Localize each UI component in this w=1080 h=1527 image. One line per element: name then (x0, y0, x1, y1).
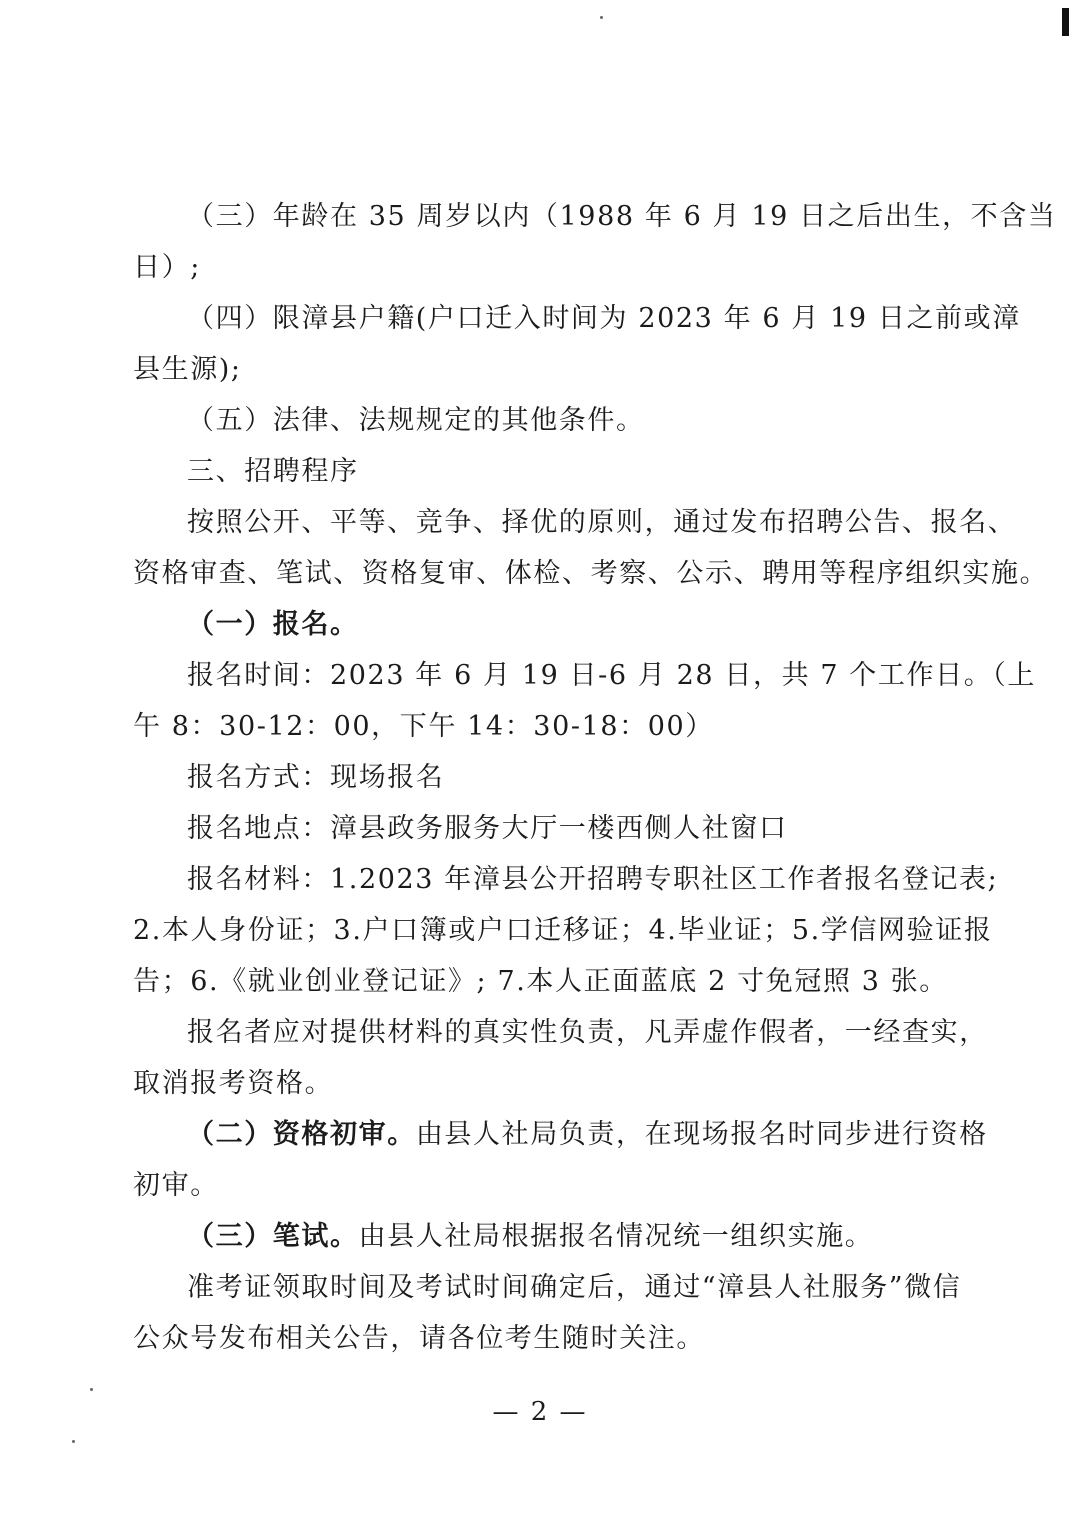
paragraph-line: 公众号发布相关公告，请各位考生随时关注。 (133, 1323, 705, 1354)
scan-speck (600, 16, 603, 19)
paragraph-text: 由县人社局负责，在现场报名时同步进行资格 (415, 1119, 988, 1150)
paragraph-text: 由县人社局根据报名情况统一组织实施。 (358, 1221, 874, 1252)
paragraph-line: 日）; (133, 252, 201, 283)
paragraph-line: 报名地点：漳县政务服务大厅一楼西侧人社窗口 (187, 813, 788, 844)
subheading-registration: （一）报名。 (187, 609, 359, 640)
paragraph-line: 报名者应对提供材料的真实性负责，凡弄虚作假者，一经查实， (187, 1017, 988, 1048)
paragraph-line: 资格审查、笔试、资格复审、体检、考察、公示、聘用等程序组织实施。 (133, 558, 1049, 589)
scan-speck (72, 1440, 75, 1443)
paragraph-line: （三）年龄在 35 周岁以内（1988 年 6 月 19 日之后出生，不含当 (187, 201, 1057, 232)
section-heading: 三、招聘程序 (187, 456, 359, 487)
paragraph-line: 初审。 (133, 1170, 219, 1201)
paragraph-line: 准考证领取时间及考试时间确定后，通过“漳县人社服务”微信 (187, 1272, 962, 1303)
paragraph-line: 告；6.《就业创业登记证》; 7.本人正面蓝底 2 寸免冠照 3 张。 (133, 966, 948, 997)
page-number: — 2 — (492, 1397, 588, 1427)
paragraph-line: （四）限漳县户籍(户口迁入时间为 2023 年 6 月 19 日之前或漳 (187, 303, 1021, 334)
paragraph-line: （五）法律、法规规定的其他条件。 (187, 405, 645, 436)
paragraph-line: 报名材料：1.2023 年漳县公开招聘专职社区工作者报名登记表; (187, 864, 999, 895)
paragraph-with-subheading (187, 1220, 873, 1254)
paragraph-line: 午 8：30-12：00，下午 14：30-18：00） (133, 711, 714, 742)
paragraph-line: 县生源); (133, 354, 242, 385)
paragraph-line: 按照公开、平等、竞争、择优的原则，通过发布招聘公告、报名、 (187, 507, 1017, 538)
paragraph-line: 报名时间：2023 年 6 月 19 日-6 月 28 日，共 7 个工作日。（上 (187, 660, 1037, 691)
paragraph-with-subheading (187, 1118, 988, 1152)
paragraph-line: 取消报考资格。 (133, 1068, 334, 1099)
subheading-written-exam: （三）笔试。 (187, 1221, 359, 1252)
paragraph-line: 2.本人身份证；3.户口簿或户口迁移证；4.毕业证；5.学信网验证报 (133, 915, 993, 946)
subheading-qualification-review: （二）资格初审。 (187, 1119, 416, 1150)
scan-edge-mark (1062, 8, 1069, 36)
paragraph-line: 报名方式：现场报名 (187, 762, 445, 793)
scan-speck (90, 1388, 93, 1391)
